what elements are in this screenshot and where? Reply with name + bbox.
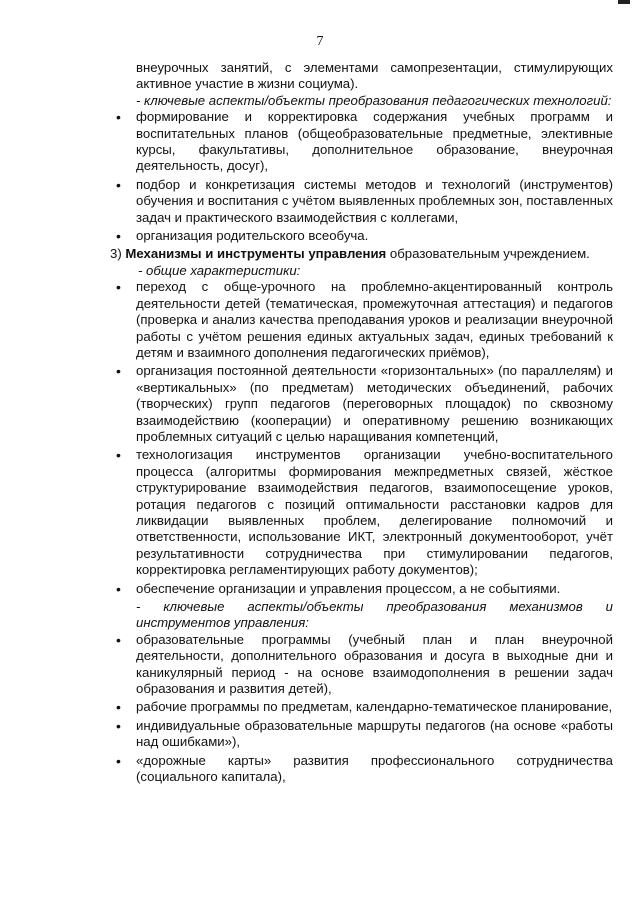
bullet-icon: • — [116, 631, 121, 648]
list-item — [110, 279, 613, 361]
list-item — [110, 447, 613, 578]
list-item-text: организация постоянной деятельности «горизонтальных» (по параллелям) и «вертикальных» (по предметам) методических объединений, рабочих (творческих) групп педагогов (переговорных площадок) по сквозному взаимодействию (кооперации) и оперативному решению возникающих проблемных ситуаций с целью наращивания компетенций, — [136, 363, 613, 444]
bullet-icon: • — [116, 279, 121, 296]
list-item-text: организация родительского всеобуча. — [136, 228, 369, 244]
list-item-text: рабочие программы по предметам, календарно-тематическое планирование, — [136, 699, 613, 715]
list-item-text: образовательные программы (учебный план и план внеурочной деятельности, дополнительного образования и досуга в выходные дни и каникулярный период - на основе взаимодополнения в решении задач образования и развития детей), — [136, 631, 613, 697]
bullet-icon: • — [116, 363, 121, 380]
list-item — [110, 177, 613, 226]
section-3-heading — [110, 246, 613, 262]
list-item-text: обеспечение организации и управления процессом, а не событиями. — [136, 580, 561, 596]
section-title-rest: образовательным учреждением. — [386, 246, 590, 262]
document-body — [110, 60, 613, 787]
scan-corner-mark — [618, 0, 630, 4]
list-item — [110, 753, 613, 786]
general-characteristics-label: - общие характеристики: — [138, 262, 301, 278]
list-item — [110, 228, 613, 244]
bullet-icon: • — [116, 717, 121, 734]
intro-continuation: внеурочных занятий, с элементами самопрезентации, стимулирующих активное участие в жизни социума). — [136, 60, 613, 92]
list-item-text: формирование и корректировка содержания учебных программ и воспитательных планов (общеобразовательные предметные, элективные курсы, факультативы, дополнительное образование, внеурочная деятельность, досуг), — [136, 109, 613, 174]
list-item-text: переход с обще-урочного на проблемно-акцентированный контроль деятельности детей (тематическая, промежуточная аттестация) и педагогов (проверка и анализ качества преподавания уроков и реализации внеурочной работы с учётом решения единых актуальных задач, единых требований к детям и взаимного дополнения педагогических приёмов), — [136, 279, 613, 360]
bullet-icon: • — [116, 580, 121, 597]
list-item — [110, 581, 613, 597]
list-item — [110, 632, 613, 698]
list-item-text: «дорожные карты» развития профессионального сотрудничества (социального капитала), — [136, 752, 613, 785]
bullet-icon: • — [116, 109, 121, 126]
bullet-icon: • — [116, 228, 121, 245]
bullet-icon: • — [116, 752, 121, 769]
list-item-text: технологизация инструментов организации учебно-воспитательного процесса (алгоритмы формирования межпредметных связей, жёсткое структурирование взаимодействия педагогов, взаимопосещение уроков, ротация педагогов с позиций оптимальности расстановки кадров для ликвидации выявленных проблем, делегирование полномочий и ответственности, использование ИКТ, электронный документооборот, учёт результативности сотрудничества при стимулировании педагогов, корректировка регламентирующих работу документов); — [136, 447, 613, 578]
section-title-bold: Механизмы и инструменты управления — [125, 246, 387, 262]
section-number: 3) — [110, 246, 122, 262]
list-item — [110, 109, 613, 175]
page-number: 7 — [316, 34, 324, 49]
list-item — [110, 363, 613, 445]
list-item-text: индивидуальные образовательные маршруты педагогов (на основе «работы над ошибками»), — [136, 717, 613, 750]
bullet-icon: • — [116, 176, 121, 193]
list-item — [110, 718, 613, 751]
tech-bullet-list — [110, 109, 613, 244]
general-bullet-list — [110, 279, 613, 597]
mechanism-bullet-list — [110, 632, 613, 786]
key-aspects-mechanisms-label: - ключевые аспекты/объекты преобразования механизмов и инструментов управления: — [136, 599, 613, 631]
list-item-text: подбор и конкретизация системы методов и технологий (инструментов) обучения и воспитания с учётом выявленных проблемных зон, поставленных задач и практического взаимодействия с коллегами, — [136, 176, 613, 225]
list-item — [110, 699, 613, 715]
bullet-icon: • — [116, 699, 121, 716]
key-aspects-tech-label: - ключевые аспекты/объекты преобразования педагогических технологий: — [136, 92, 612, 108]
bullet-icon: • — [116, 447, 121, 464]
